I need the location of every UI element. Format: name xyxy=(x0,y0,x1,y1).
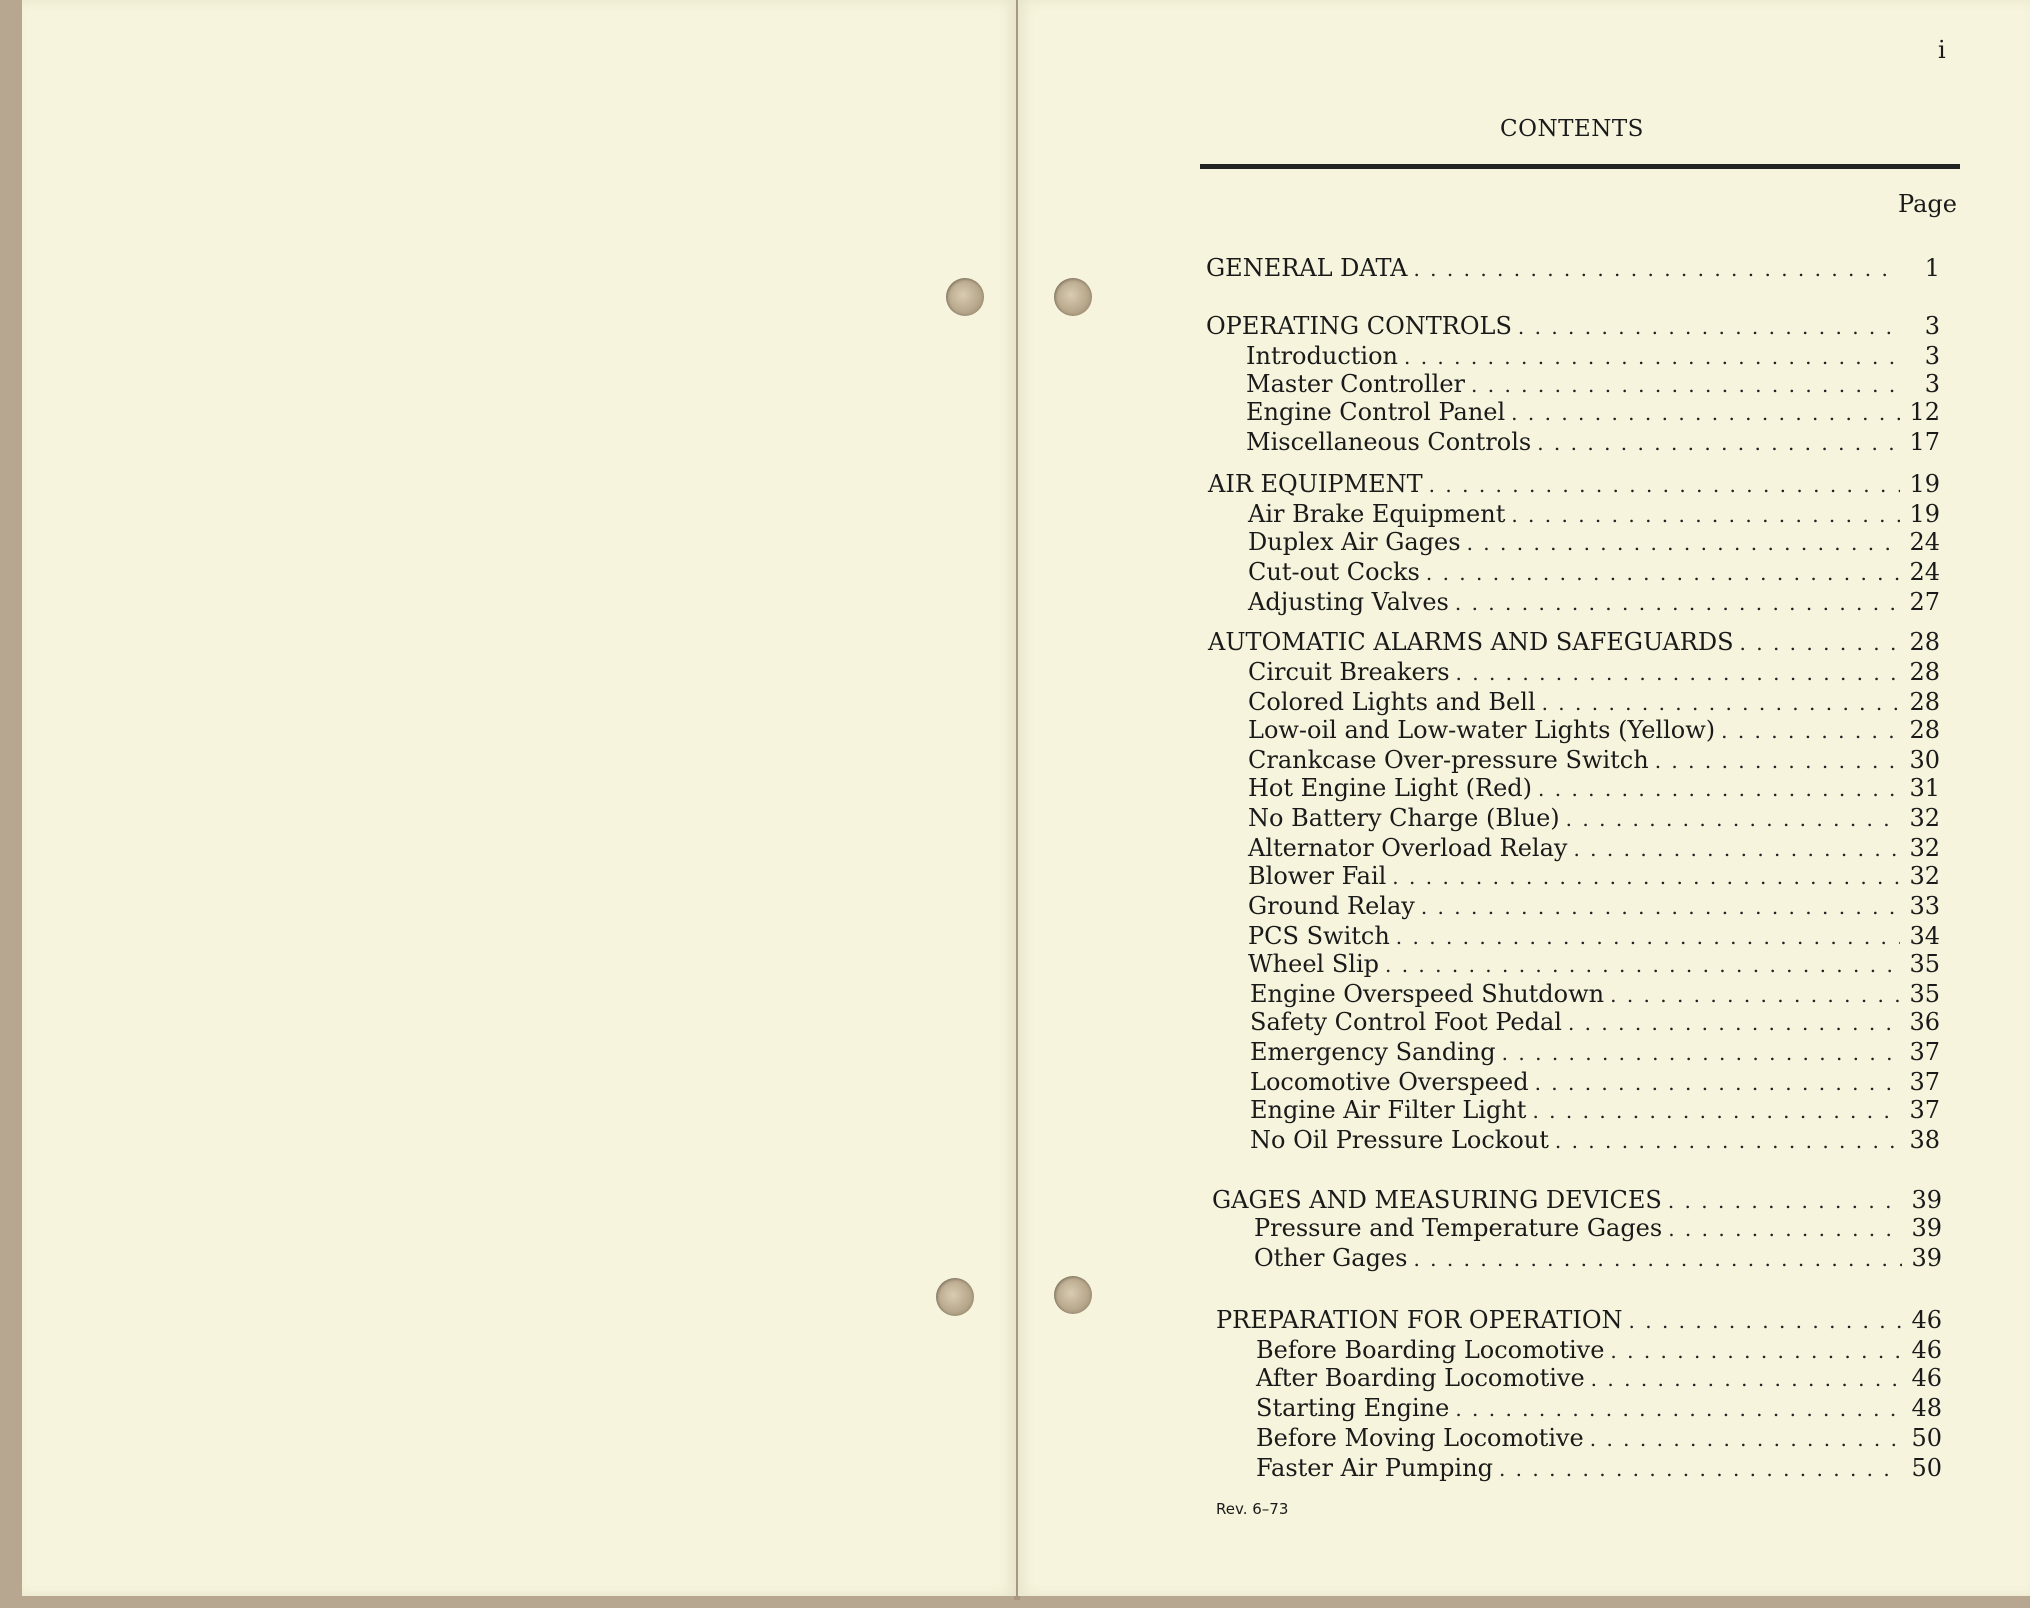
toc-entry[interactable] xyxy=(1250,980,1940,1008)
dot-leader xyxy=(1471,373,1900,397)
toc-entry[interactable] xyxy=(1248,528,1940,556)
dot-leader xyxy=(1721,719,1900,743)
dot-leader xyxy=(1502,1041,1900,1065)
toc-page-number: 34 xyxy=(1909,922,1940,950)
toc-entry-title: Before Moving Locomotive xyxy=(1256,1424,1584,1452)
dot-leader xyxy=(1566,807,1900,831)
dot-leader xyxy=(1538,777,1900,801)
toc-section-gages[interactable] xyxy=(1212,1186,1942,1214)
dot-leader xyxy=(1426,561,1900,585)
binder-hole xyxy=(936,1278,974,1316)
revision-note: Rev. 6–73 xyxy=(1216,1500,1289,1518)
toc-page-number: 3 xyxy=(1924,370,1940,398)
dot-leader xyxy=(1455,591,1900,615)
toc-page-number: 35 xyxy=(1909,950,1940,978)
toc-page-number: 46 xyxy=(1911,1336,1942,1364)
toc-entry-title: Engine Control Panel xyxy=(1246,398,1506,426)
dot-leader xyxy=(1537,431,1900,455)
toc-section-title: AUTOMATIC ALARMS AND SAFEGUARDS xyxy=(1208,628,1734,656)
toc-entry[interactable] xyxy=(1246,342,1940,370)
toc-entry-title: Crankcase Over-pressure Switch xyxy=(1248,746,1649,774)
toc-entry-title: Other Gages xyxy=(1254,1244,1408,1272)
dot-leader xyxy=(1532,1099,1900,1123)
page-column-header: Page xyxy=(1898,190,1957,218)
toc-entry-title: Ground Relay xyxy=(1248,892,1415,920)
dot-leader xyxy=(1392,865,1900,889)
toc-page-number: 46 xyxy=(1911,1364,1942,1392)
dot-leader xyxy=(1535,1071,1900,1095)
toc-entry[interactable] xyxy=(1256,1424,1942,1452)
toc-section-title: GENERAL DATA xyxy=(1206,254,1408,282)
toc-entry[interactable] xyxy=(1248,922,1940,950)
toc-section-title: AIR EQUIPMENT xyxy=(1208,470,1423,498)
dot-leader xyxy=(1610,983,1900,1007)
toc-page-number: 24 xyxy=(1909,528,1940,556)
toc-section-title: GAGES AND MEASURING DEVICES xyxy=(1212,1186,1662,1214)
toc-page-number: 28 xyxy=(1909,658,1940,686)
binder-hole xyxy=(1054,1276,1092,1314)
toc-page-number: 37 xyxy=(1909,1096,1940,1124)
toc-entry[interactable] xyxy=(1250,1126,1940,1154)
show-through-text xyxy=(292,230,732,370)
dot-leader xyxy=(1610,1339,1902,1363)
toc-entry[interactable] xyxy=(1248,716,1940,744)
toc-entry[interactable] xyxy=(1256,1454,1942,1482)
dot-leader xyxy=(1542,691,1900,715)
toc-entry[interactable] xyxy=(1246,370,1940,398)
toc-page-number: 12 xyxy=(1909,398,1940,426)
toc-entry-title: Low-oil and Low-water Lights (Yellow) xyxy=(1248,716,1716,744)
dot-leader xyxy=(1590,1427,1902,1451)
toc-page-number: 32 xyxy=(1909,862,1940,890)
toc-page-number: 32 xyxy=(1909,804,1940,832)
dot-leader xyxy=(1668,1189,1902,1213)
toc-entry[interactable] xyxy=(1250,1068,1940,1096)
toc-page-number: 50 xyxy=(1911,1454,1942,1482)
toc-section-alarms[interactable] xyxy=(1208,628,1940,656)
toc-entry-title: Colored Lights and Bell xyxy=(1248,688,1536,716)
title-rule xyxy=(1200,164,1960,169)
dot-leader xyxy=(1455,1397,1902,1421)
toc-entry-title: Pressure and Temperature Gages xyxy=(1254,1214,1663,1242)
toc-entry-title: Circuit Breakers xyxy=(1248,658,1450,686)
dot-leader xyxy=(1568,1011,1900,1035)
toc-entry[interactable] xyxy=(1248,834,1940,862)
toc-entry-title: Hot Engine Light (Red) xyxy=(1248,774,1533,802)
dot-leader xyxy=(1629,1309,1902,1333)
toc-page-number: 50 xyxy=(1911,1424,1942,1452)
toc-page-number: 38 xyxy=(1909,1126,1940,1154)
toc-entry-title: Faster Air Pumping xyxy=(1256,1454,1493,1482)
binder-hole xyxy=(946,278,984,316)
toc-entry-title: Alternator Overload Relay xyxy=(1248,834,1568,862)
dot-leader xyxy=(1511,503,1900,527)
toc-page-number: 3 xyxy=(1924,312,1940,340)
dot-leader xyxy=(1404,345,1900,369)
toc-page-number: 19 xyxy=(1909,470,1940,498)
toc-entry-title: Wheel Slip xyxy=(1248,950,1379,978)
toc-page-number: 31 xyxy=(1909,774,1940,802)
toc-page-number: 39 xyxy=(1911,1214,1942,1242)
toc-page-number: 27 xyxy=(1909,588,1940,616)
dot-leader xyxy=(1413,257,1900,281)
toc-page-number: 39 xyxy=(1911,1186,1942,1214)
toc-entry[interactable] xyxy=(1246,428,1940,456)
toc-entry-title: After Boarding Locomotive xyxy=(1256,1364,1585,1392)
toc-entry[interactable] xyxy=(1250,1096,1940,1124)
dot-leader xyxy=(1555,1129,1900,1153)
toc-entry[interactable] xyxy=(1248,500,1940,528)
dot-leader xyxy=(1385,953,1900,977)
dot-leader xyxy=(1467,531,1900,555)
toc-entry-title: Miscellaneous Controls xyxy=(1246,428,1532,456)
dot-leader xyxy=(1655,749,1900,773)
dot-leader xyxy=(1591,1367,1902,1391)
toc-entry[interactable] xyxy=(1248,588,1940,616)
toc-entry[interactable] xyxy=(1250,1038,1940,1066)
toc-entry[interactable] xyxy=(1248,774,1940,802)
page-number: i xyxy=(1938,36,1946,64)
toc-page-number: 24 xyxy=(1909,558,1940,586)
toc-page-number: 28 xyxy=(1909,628,1940,656)
toc-page-number: 19 xyxy=(1909,500,1940,528)
toc-entry-title: Blower Fail xyxy=(1248,862,1387,890)
toc-entry[interactable] xyxy=(1248,746,1940,774)
toc-entry-title: Air Brake Equipment xyxy=(1248,500,1506,528)
toc-page-number: 28 xyxy=(1909,716,1940,744)
dot-leader xyxy=(1518,315,1900,339)
toc-entry[interactable] xyxy=(1248,658,1940,686)
toc-entry[interactable] xyxy=(1246,398,1940,426)
toc-entry-title: Cut-out Cocks xyxy=(1248,558,1420,586)
toc-entry[interactable] xyxy=(1248,804,1940,832)
toc-entry-title: Introduction xyxy=(1246,342,1398,370)
toc-entry-title: Emergency Sanding xyxy=(1250,1038,1496,1066)
toc-page-number: 28 xyxy=(1909,688,1940,716)
toc-section-air-equipment[interactable] xyxy=(1208,470,1940,498)
toc-page-number: 30 xyxy=(1909,746,1940,774)
toc-section-title: PREPARATION FOR OPERATION xyxy=(1216,1306,1623,1334)
toc-entry-title: Duplex Air Gages xyxy=(1248,528,1461,556)
left-page xyxy=(22,0,1016,1596)
toc-page-number: 37 xyxy=(1909,1038,1940,1066)
toc-page-number: 3 xyxy=(1924,342,1940,370)
binder-hole xyxy=(1054,278,1092,316)
toc-entry-title: No Battery Charge (Blue) xyxy=(1248,804,1560,832)
toc-page-number: 35 xyxy=(1909,980,1940,1008)
toc-entry[interactable] xyxy=(1248,892,1940,920)
toc-entry[interactable] xyxy=(1254,1244,1942,1272)
toc-entry-title: No Oil Pressure Lockout xyxy=(1250,1126,1549,1154)
dot-leader xyxy=(1429,473,1900,497)
toc-section-preparation[interactable] xyxy=(1216,1306,1942,1334)
toc-page-number: 17 xyxy=(1909,428,1940,456)
toc-entry[interactable] xyxy=(1248,558,1940,586)
dot-leader xyxy=(1511,401,1900,425)
toc-entry-title: Starting Engine xyxy=(1256,1394,1450,1422)
toc-page-number: 39 xyxy=(1911,1244,1942,1272)
toc-entry-title: Before Boarding Locomotive xyxy=(1256,1336,1605,1364)
dot-leader xyxy=(1668,1217,1902,1241)
toc-entry[interactable] xyxy=(1248,688,1940,716)
dot-leader xyxy=(1396,925,1900,949)
dot-leader xyxy=(1740,631,1900,655)
toc-entry[interactable] xyxy=(1248,862,1940,890)
toc-section-title: OPERATING CONTROLS xyxy=(1206,312,1512,340)
toc-entry-title: Master Controller xyxy=(1246,370,1466,398)
dot-leader xyxy=(1573,837,1900,861)
toc-entry-title: Engine Overspeed Shutdown xyxy=(1250,980,1605,1008)
toc-entry-title: Adjusting Valves xyxy=(1248,588,1449,616)
toc-page-number: 32 xyxy=(1909,834,1940,862)
toc-page-number: 33 xyxy=(1909,892,1940,920)
toc-section-general-data[interactable] xyxy=(1206,254,1940,282)
toc-section-operating-controls[interactable] xyxy=(1206,312,1940,340)
toc-entry-title: Locomotive Overspeed xyxy=(1250,1068,1529,1096)
toc-page-number: 37 xyxy=(1909,1068,1940,1096)
contents-title: CONTENTS xyxy=(1500,116,1644,142)
toc-entry-title: Engine Air Filter Light xyxy=(1250,1096,1527,1124)
toc-page-number: 1 xyxy=(1924,254,1940,282)
toc-entry[interactable] xyxy=(1254,1214,1942,1242)
toc-page-number: 46 xyxy=(1911,1306,1942,1334)
toc-entry-title: PCS Switch xyxy=(1248,922,1390,950)
dot-leader xyxy=(1421,895,1900,919)
toc-entry[interactable] xyxy=(1250,1008,1940,1036)
dot-leader xyxy=(1413,1247,1902,1271)
toc-entry[interactable] xyxy=(1256,1394,1942,1422)
toc-entry[interactable] xyxy=(1256,1336,1942,1364)
toc-page-number: 48 xyxy=(1911,1394,1942,1422)
toc-page-number: 36 xyxy=(1909,1008,1940,1036)
toc-entry-title: Safety Control Foot Pedal xyxy=(1250,1008,1562,1036)
dot-leader xyxy=(1499,1457,1902,1481)
toc-entry[interactable] xyxy=(1248,950,1940,978)
toc-entry[interactable] xyxy=(1256,1364,1942,1392)
dot-leader xyxy=(1456,661,1900,685)
